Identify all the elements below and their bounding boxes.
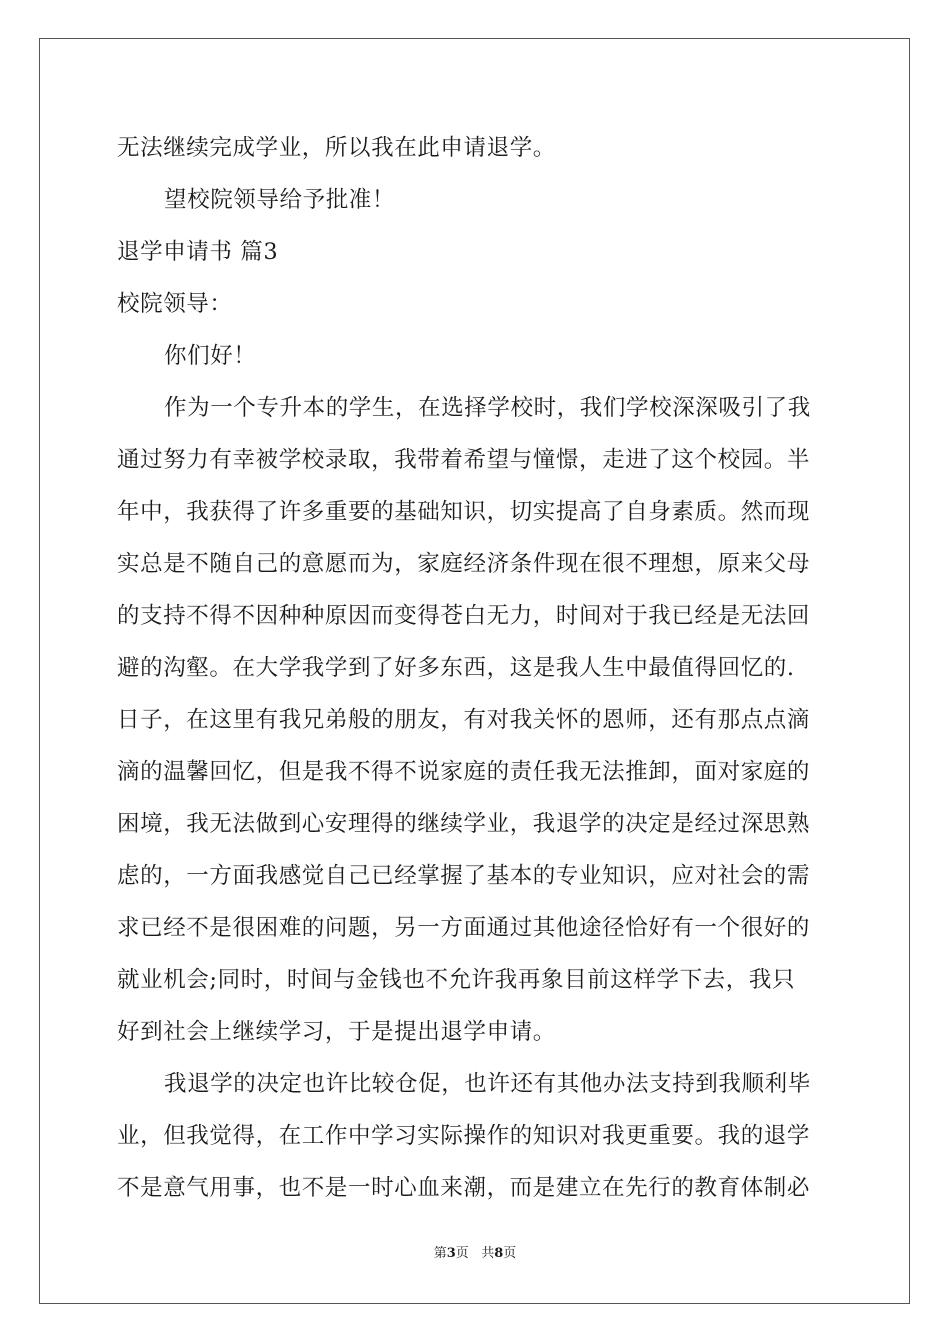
salutation: 校院领导： bbox=[117, 291, 233, 317]
body-line: 望校院领导给予批准！ bbox=[164, 187, 396, 213]
paragraph-line: 好到社会上继续学习，于是提出退学申请。 bbox=[117, 1019, 556, 1045]
paragraph-line: 求已经不是很困难的问题，另一方面通过其他途径恰好有一个很好的 bbox=[117, 915, 811, 941]
page-number-footer bbox=[0, 1245, 950, 1263]
page-prefix: 第 bbox=[433, 1246, 447, 1261]
paragraph-line: 虑的，一方面我感觉自己已经掌握了基本的专业知识，应对社会的需 bbox=[117, 863, 811, 889]
section-heading: 退学申请书 篇3 bbox=[117, 239, 279, 265]
paragraph-line: 的支持不得不因种种原因而变得苍白无力，时间对于我已经是无法回 bbox=[117, 603, 811, 629]
paragraph-line: 年中，我获得了许多重要的基础知识，切实提高了自身素质。然而现 bbox=[117, 499, 811, 525]
paragraph-line: 我退学的决定也许比较仓促，也许还有其他办法支持到我顺利毕 bbox=[164, 1071, 811, 1097]
paragraph-line: 避的沟壑。在大学我学到了好多东西，这是我人生中最值得回忆的. bbox=[117, 655, 795, 681]
paragraph-line: 困境，我无法做到心安理得的继续学业，我退学的决定是经过深思熟 bbox=[117, 811, 811, 837]
paragraph-line: 业，但我觉得，在工作中学习实际操作的知识对我更重要。我的退学 bbox=[117, 1123, 811, 1149]
paragraph-line: 实总是不随自己的意愿而为，家庭经济条件现在很不理想，原来父母 bbox=[117, 551, 811, 577]
paragraph-line: 作为一个专升本的学生，在选择学校时，我们学校深深吸引了我 bbox=[164, 395, 811, 421]
page-total: 8 bbox=[494, 1246, 504, 1261]
body-line: 无法继续完成学业，所以我在此申请退学。 bbox=[117, 135, 556, 161]
page-mid: 页 共 bbox=[455, 1246, 495, 1261]
paragraph-line: 通过努力有幸被学校录取，我带着希望与憧憬，走进了这个校园。半 bbox=[117, 447, 811, 473]
paragraph-line: 不是意气用事，也不是一时心血来潮，而是建立在先行的教育体制必 bbox=[117, 1175, 811, 1201]
paragraph-line: 就业机会;同时，时间与金钱也不允许我再象目前这样学下去，我只 bbox=[117, 967, 796, 993]
page-suffix: 页 bbox=[503, 1246, 517, 1261]
greeting: 你们好！ bbox=[164, 343, 257, 369]
paragraph-line: 滴的温馨回忆，但是我不得不说家庭的责任我无法推卸，面对家庭的 bbox=[117, 759, 811, 785]
paragraph-line: 日子，在这里有我兄弟般的朋友，有对我关怀的恩师，还有那点点滴 bbox=[117, 707, 811, 733]
page-current: 3 bbox=[446, 1246, 456, 1261]
